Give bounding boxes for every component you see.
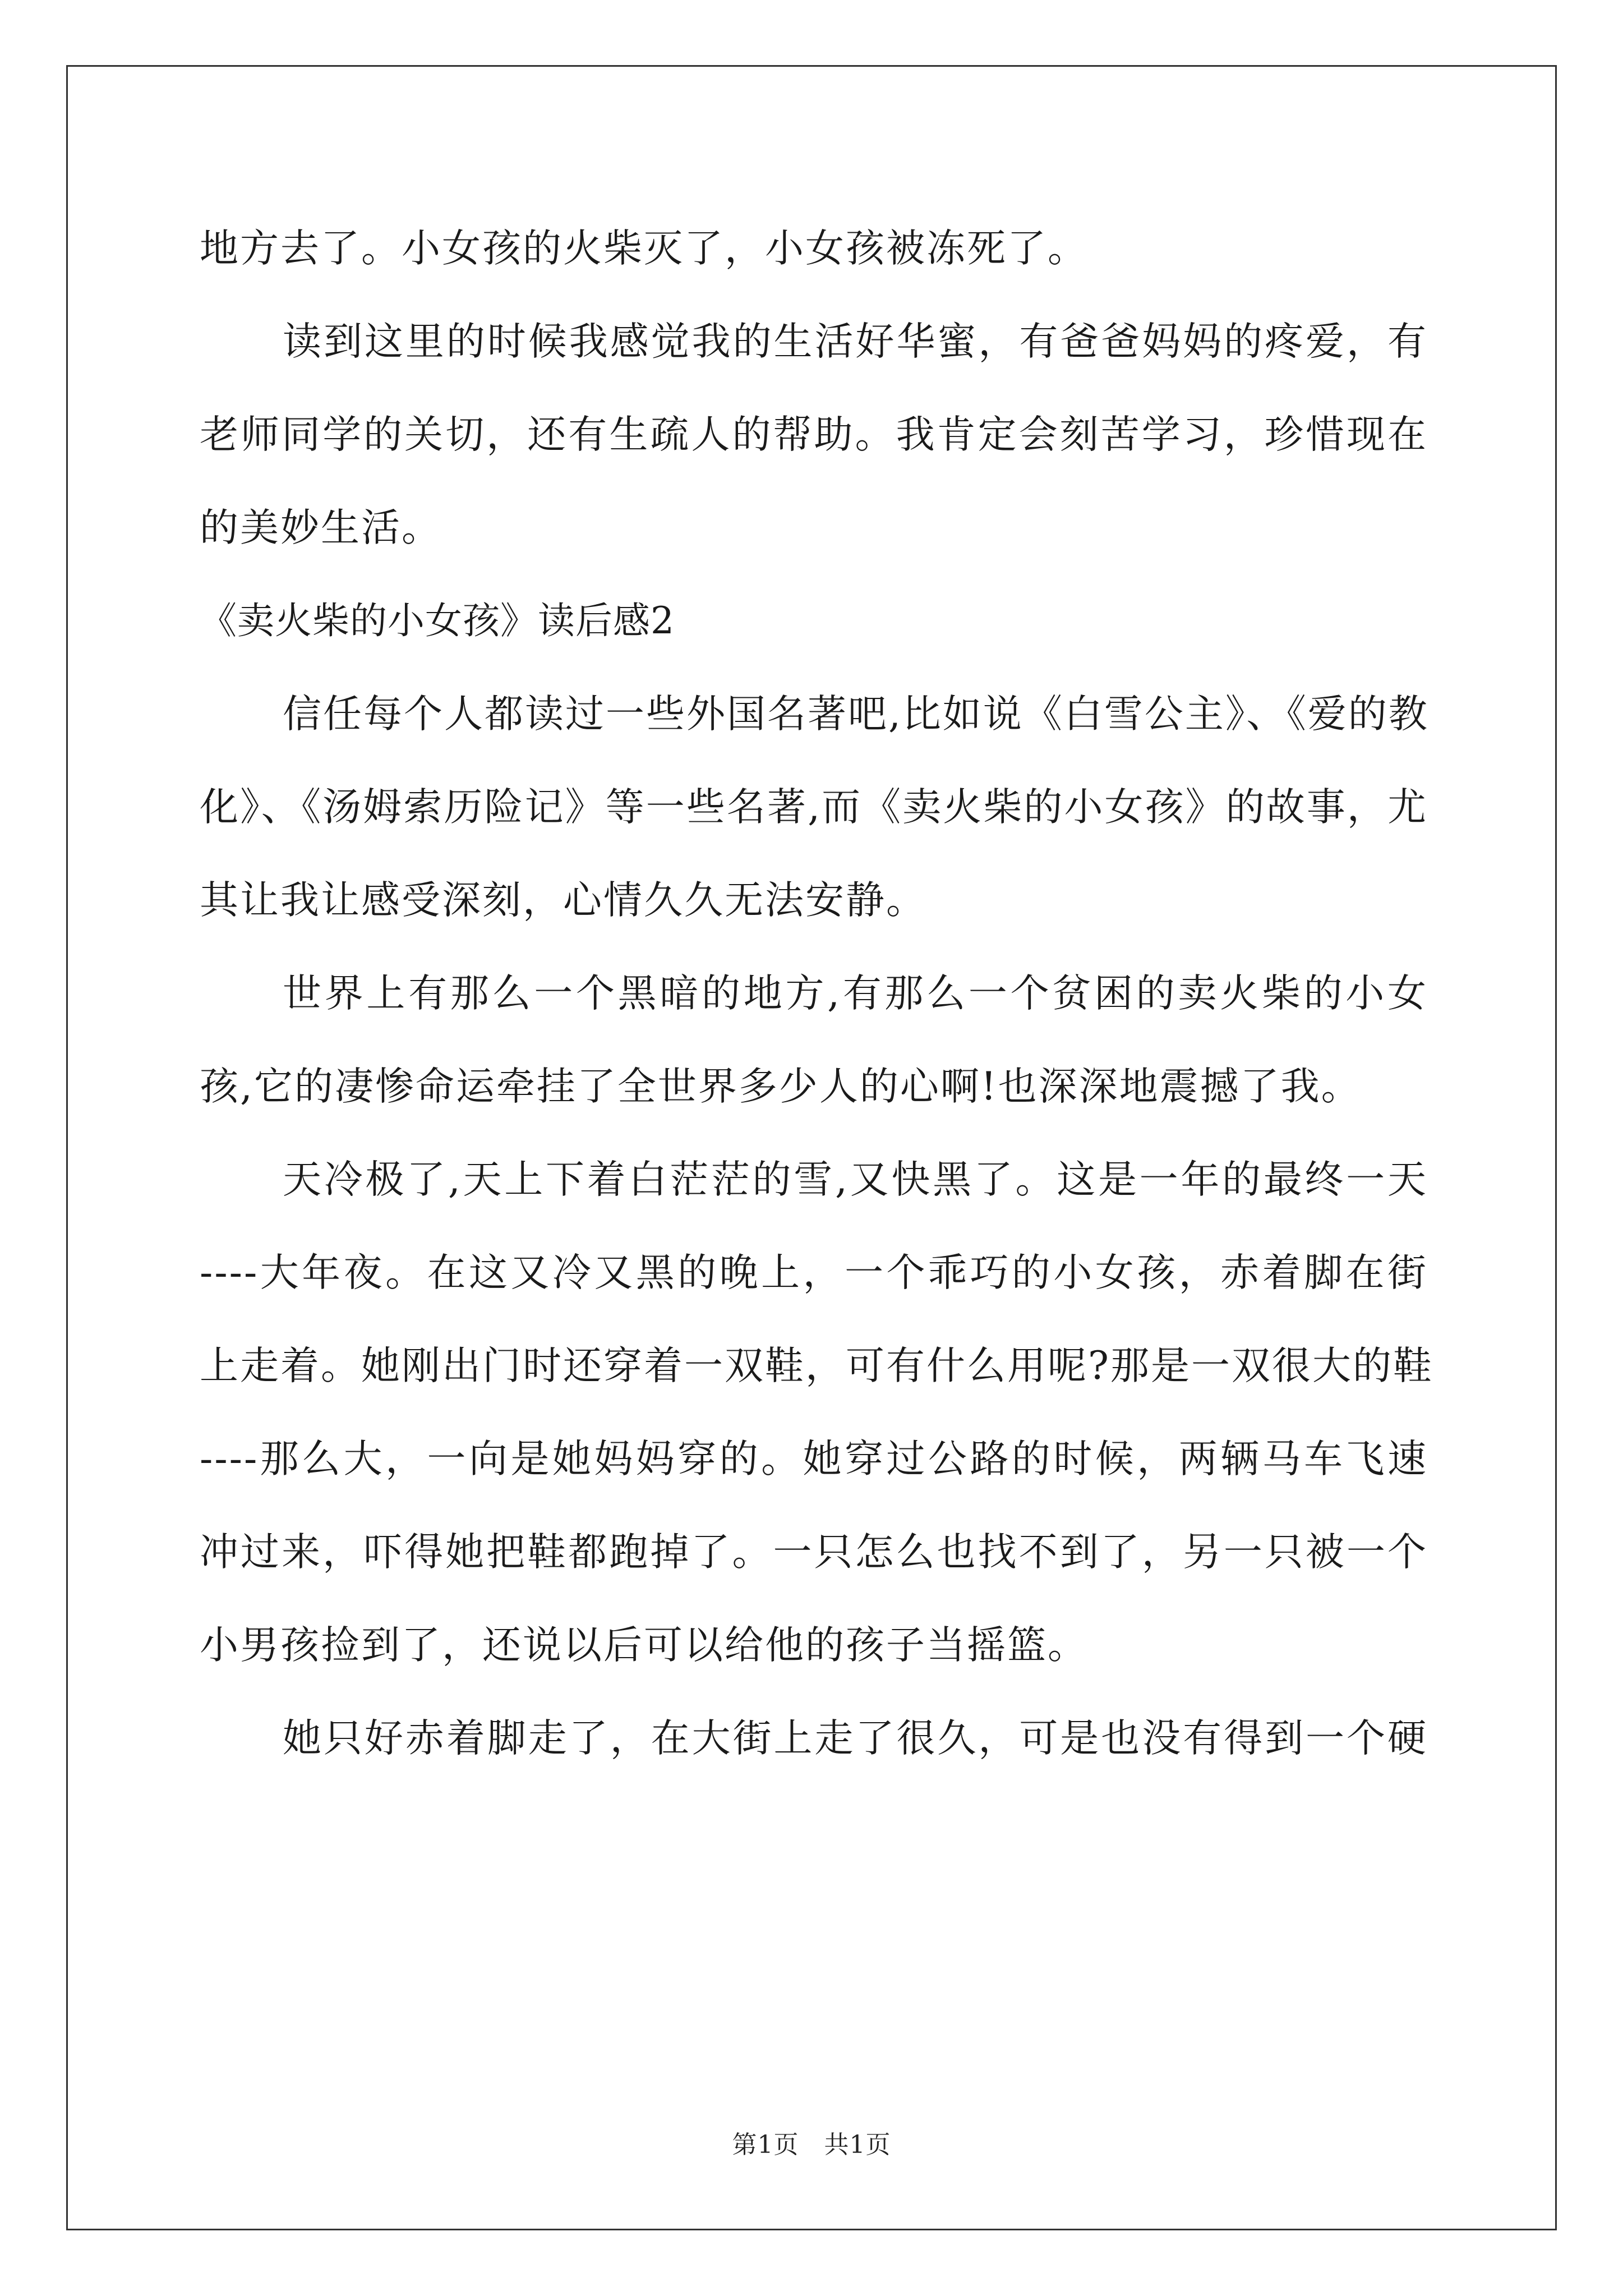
text-line: ----大年夜。在这又冷又黑的晚上，一个乖巧的小女孩，赤着脚在街	[200, 1250, 1428, 1295]
text-line: 冲过来，吓得她把鞋都跑掉了。一只怎么也找不到了，另一只被一个	[200, 1530, 1428, 1575]
text-line: 世界上有那么一个黑暗的地方,有那么一个贫困的卖火柴的小女	[283, 971, 1428, 1016]
text-line: ----那么大，一向是她妈妈穿的。她穿过公路的时候，两辆马车飞速	[200, 1437, 1428, 1481]
text-line: 孩,它的凄惨命运牵挂了全世界多少人的心啊!也深深地震撼了我。	[200, 1064, 1362, 1109]
text-line: 读到这里的时候我感觉我的生活好华蜜，有爸爸妈妈的疼爱，有	[283, 319, 1428, 364]
text-line: 她只好赤着脚走了，在大街上走了很久，可是也没有得到一个硬	[283, 1716, 1428, 1761]
text-line: 老师同学的关切，还有生疏人的帮助。我肯定会刻苦学习，珍惜现在	[200, 412, 1428, 457]
text-line: 信任每个人都读过一些外国名著吧,比如说《白雪公主》、《爱的教	[283, 692, 1429, 737]
text-line: 小男孩捡到了，还说以后可以给他的孩子当摇篮。	[200, 1623, 1088, 1668]
text-line: 化》、《汤姆索历险记》等一些名著,而《卖火柴的小女孩》的故事，尤	[200, 785, 1428, 830]
text-line: 天冷极了,天上下着白茫茫的雪,又快黑了。这是一年的最终一天	[283, 1157, 1428, 1202]
text-line: 的美妙生活。	[200, 505, 442, 550]
text-line: 地方去了。小女孩的火柴灭了，小女孩被冻死了。	[200, 226, 1088, 271]
text-line: 上走着。她刚出门时还穿着一双鞋，可有什么用呢?那是一双很大的鞋	[200, 1343, 1433, 1388]
page-number-footer: 第1页 共1页	[732, 2131, 891, 2159]
document-body	[200, 202, 1433, 1785]
text-line: 其让我让感受深刻，心情久久无法安静。	[200, 878, 926, 923]
section-heading: 《卖火柴的小女孩》读后感2	[200, 599, 675, 642]
